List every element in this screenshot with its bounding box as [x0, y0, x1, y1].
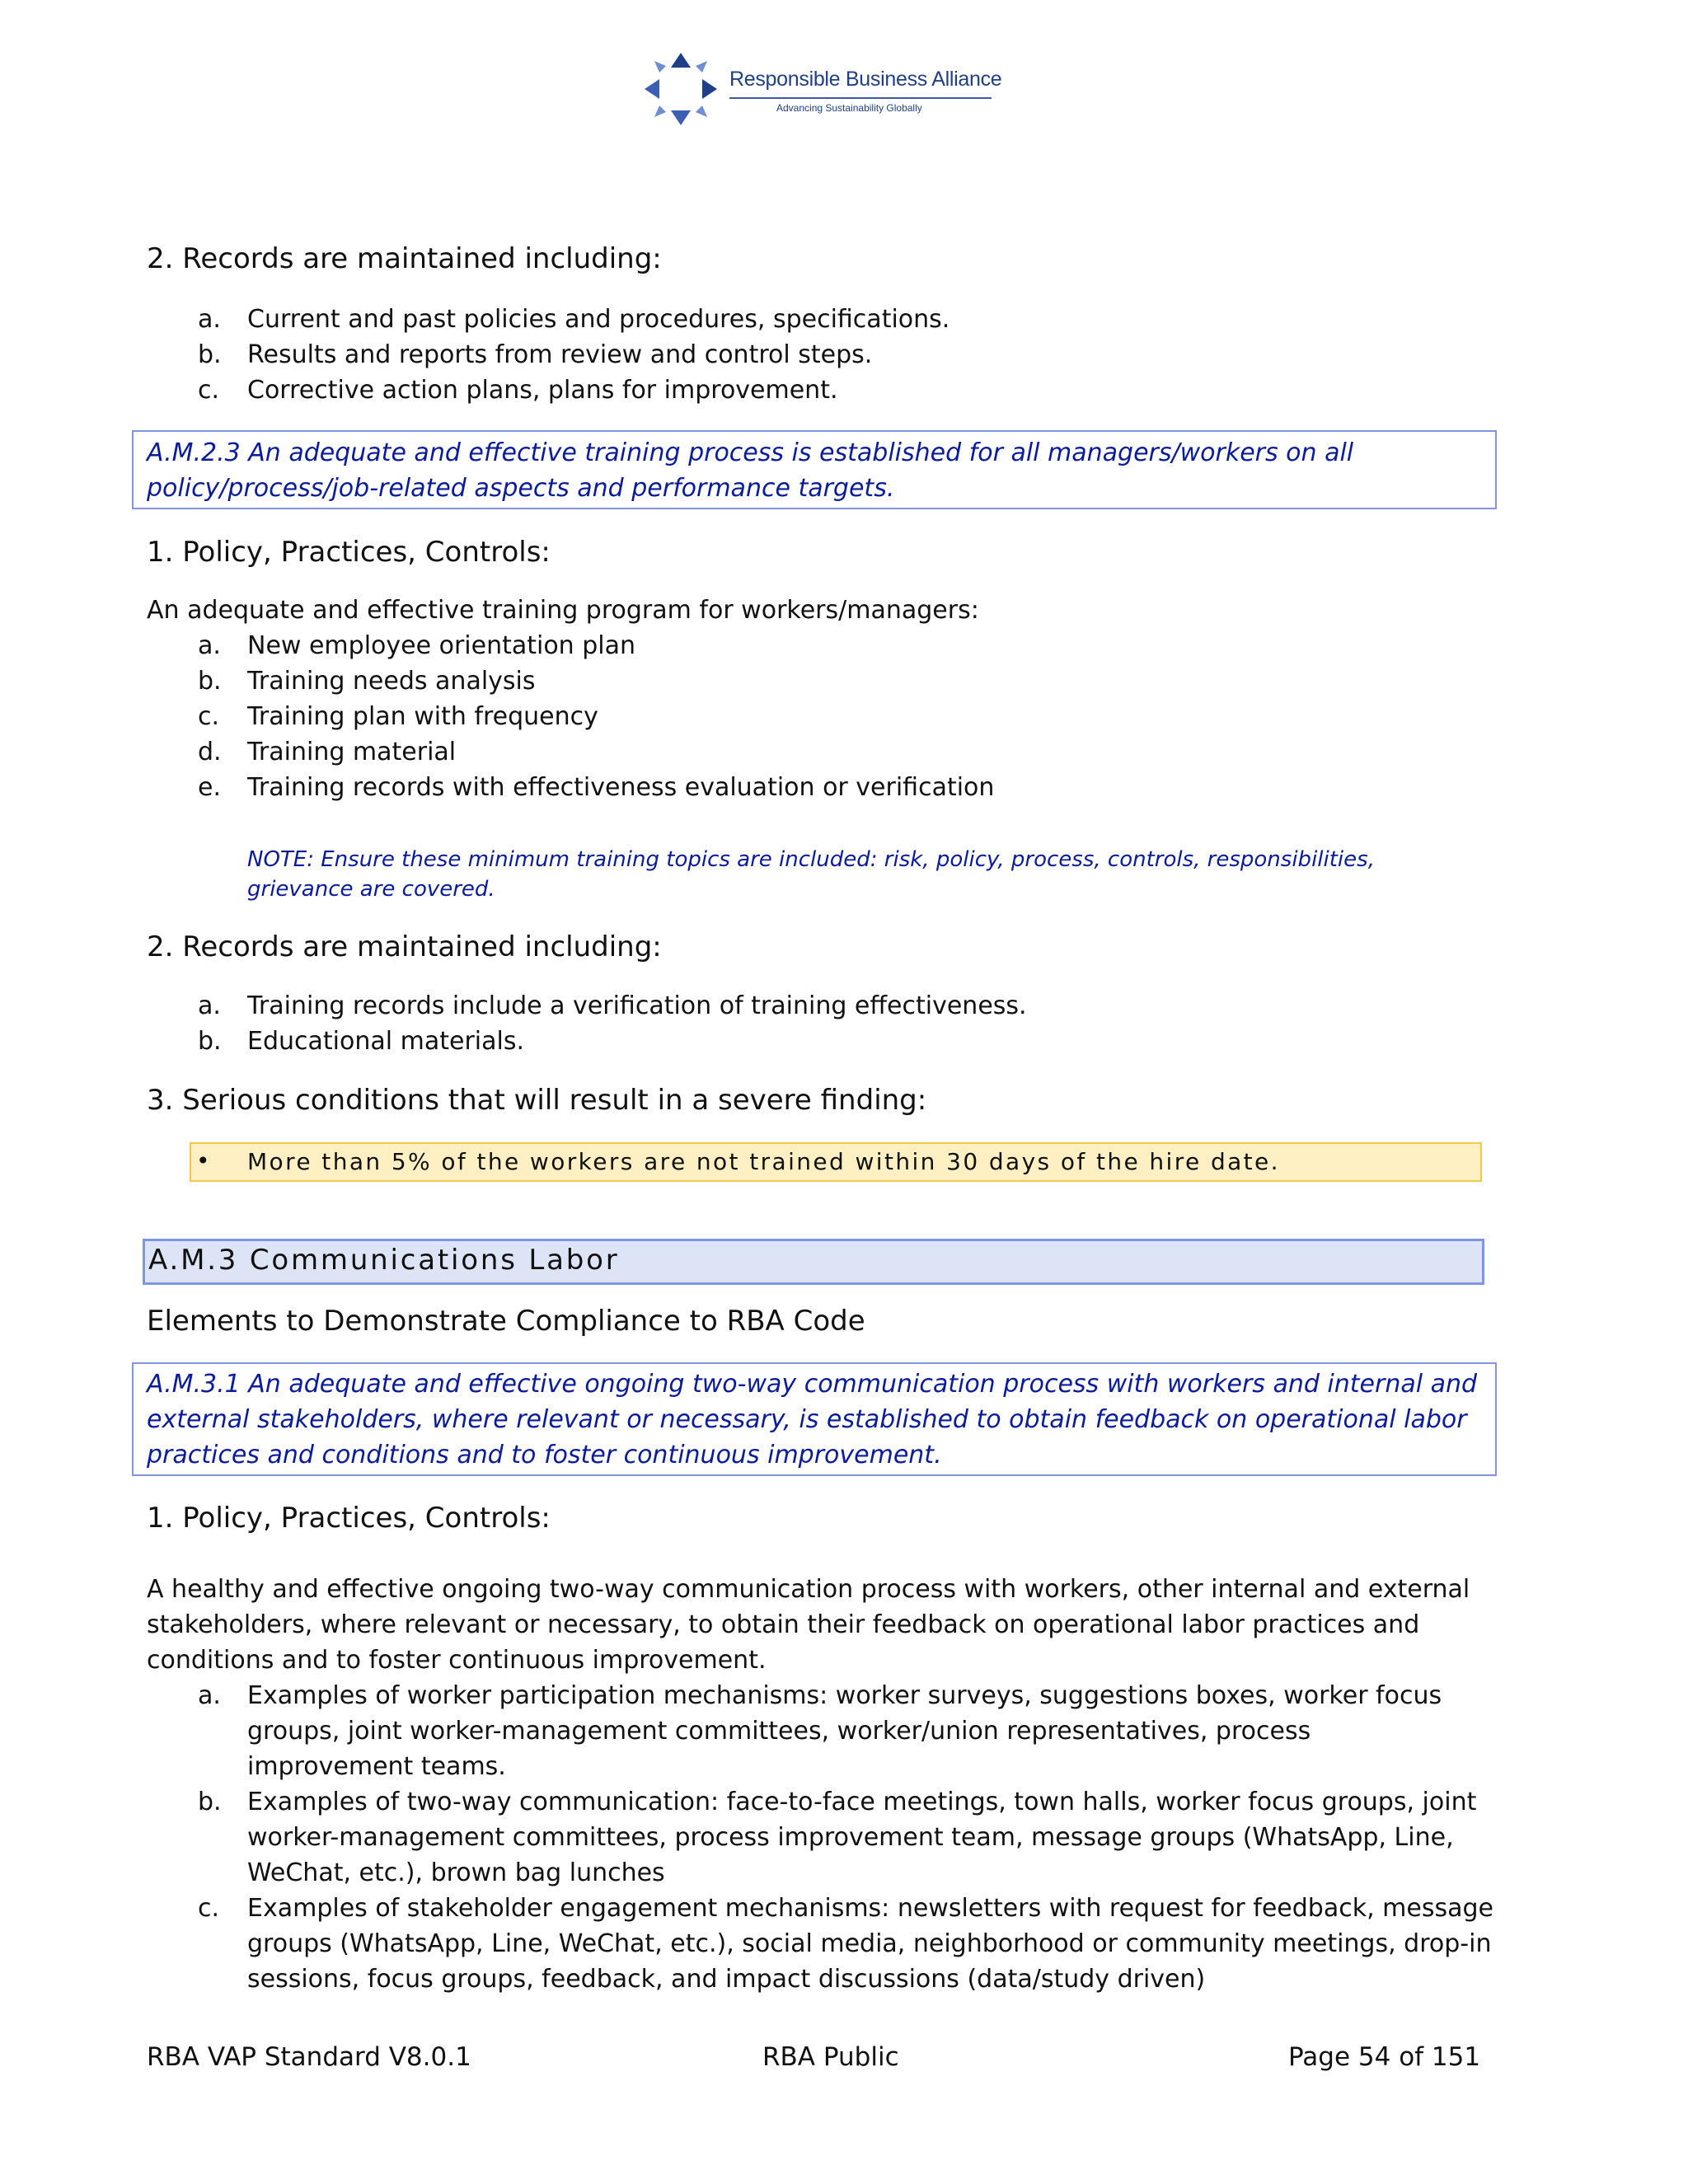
- list-item: Examples of two-way communication: face-to-face meetings, town halls, worker focus groups, joint: [247, 1788, 1477, 1816]
- list-label: d.: [198, 738, 222, 766]
- records-heading: 2. Records are maintained including:: [147, 930, 662, 963]
- list-item: Examples of stakeholder engagement mechanisms: newsletters with request for feedback, message: [247, 1894, 1493, 1923]
- list-item: Examples of worker participation mechanisms: worker surveys, suggestions boxes, worker focus: [247, 1681, 1442, 1710]
- policy-heading: 1. Policy, Practices, Controls:: [147, 1502, 551, 1535]
- list-item: Corrective action plans, plans for improvement.: [247, 376, 838, 405]
- requirement-text: practices and conditions and to foster continuous improvement.: [147, 1441, 942, 1469]
- list-item: worker-management committees, process improvement team, message groups (WhatsApp, Line,: [247, 1823, 1454, 1852]
- list-item: improvement teams.: [247, 1752, 506, 1781]
- bullet: •: [196, 1147, 210, 1174]
- logo-tagline: Advancing Sustainability Globally: [776, 102, 922, 114]
- list-label: b.: [198, 340, 222, 369]
- intro-text: An adequate and effective training program for workers/managers:: [147, 596, 979, 625]
- section-title: A.M.3 Communications Labor: [148, 1244, 620, 1277]
- list-label: b.: [198, 667, 222, 696]
- list-item: Training records with effectiveness evaluation or verification: [247, 773, 995, 802]
- note-text: grievance are covered.: [247, 877, 495, 902]
- requirement-text: policy/process/job-related aspects and performance targets.: [147, 474, 895, 503]
- footer-page-number: Page 54 of 151: [1288, 2042, 1481, 2072]
- list-label: c.: [198, 702, 220, 731]
- logo-title: Responsible Business Alliance: [729, 68, 1002, 91]
- list-label: a.: [198, 305, 221, 334]
- list-item: Training material: [247, 738, 457, 766]
- list-item: New employee orientation plan: [247, 631, 636, 660]
- requirement-text: A.M.3.1 An adequate and effective ongoing two-way communication process with workers and internal and: [147, 1370, 1478, 1399]
- list-item: Training records include a verification of training effectiveness.: [247, 991, 1027, 1020]
- list-item: WeChat, etc.), brown bag lunches: [247, 1858, 665, 1887]
- logo-divider: [729, 97, 992, 99]
- serious-conditions-heading: 3. Serious conditions that will result in a severe finding:: [147, 1084, 927, 1117]
- list-label: b.: [198, 1788, 222, 1816]
- list-label: a.: [198, 631, 221, 660]
- paragraph-text: stakeholders, where relevant or necessary, to obtain their feedback on operational labor practices and: [147, 1610, 1420, 1639]
- records-heading: 2. Records are maintained including:: [147, 242, 662, 275]
- compass-arrows-icon: [641, 49, 720, 129]
- policy-heading: 1. Policy, Practices, Controls:: [147, 536, 551, 569]
- requirement-text: external stakeholders, where relevant or necessary, is established to obtain feedback on operational labor: [147, 1405, 1467, 1434]
- note-text: NOTE: Ensure these minimum training topics are included: risk, policy, process, controls, responsibilities,: [247, 847, 1375, 872]
- footer-document-name: RBA VAP Standard V8.0.1: [147, 2042, 471, 2072]
- list-label: a.: [198, 991, 221, 1020]
- list-label: b.: [198, 1027, 222, 1056]
- list-item: groups (WhatsApp, Line, WeChat, etc.), social media, neighborhood or community meetings, drop-in: [247, 1929, 1492, 1958]
- list-item: Educational materials.: [247, 1027, 524, 1056]
- list-item: Current and past policies and procedures, specifications.: [247, 305, 950, 334]
- paragraph-text: conditions and to foster continuous improvement.: [147, 1646, 767, 1675]
- list-label: a.: [198, 1681, 221, 1710]
- list-item: Training plan with frequency: [247, 702, 598, 731]
- paragraph-text: A healthy and effective ongoing two-way communication process with workers, other internal and external: [147, 1575, 1470, 1604]
- list-item: Results and reports from review and control steps.: [247, 340, 873, 369]
- list-item: Training needs analysis: [247, 667, 536, 696]
- footer-classification: RBA Public: [762, 2042, 899, 2072]
- list-label: c.: [198, 376, 220, 405]
- list-item: groups, joint worker-management committees, worker/union representatives, process: [247, 1717, 1311, 1746]
- list-label: c.: [198, 1894, 220, 1923]
- list-label: e.: [198, 773, 221, 802]
- severe-finding-text: More than 5% of the workers are not trained within 30 days of the hire date.: [247, 1148, 1280, 1175]
- requirement-text: A.M.2.3 An adequate and effective training process is established for all managers/workers on all: [147, 438, 1354, 467]
- elements-heading: Elements to Demonstrate Compliance to RBA Code: [147, 1305, 865, 1338]
- list-item: sessions, focus groups, feedback, and impact discussions (data/study driven): [247, 1965, 1206, 1994]
